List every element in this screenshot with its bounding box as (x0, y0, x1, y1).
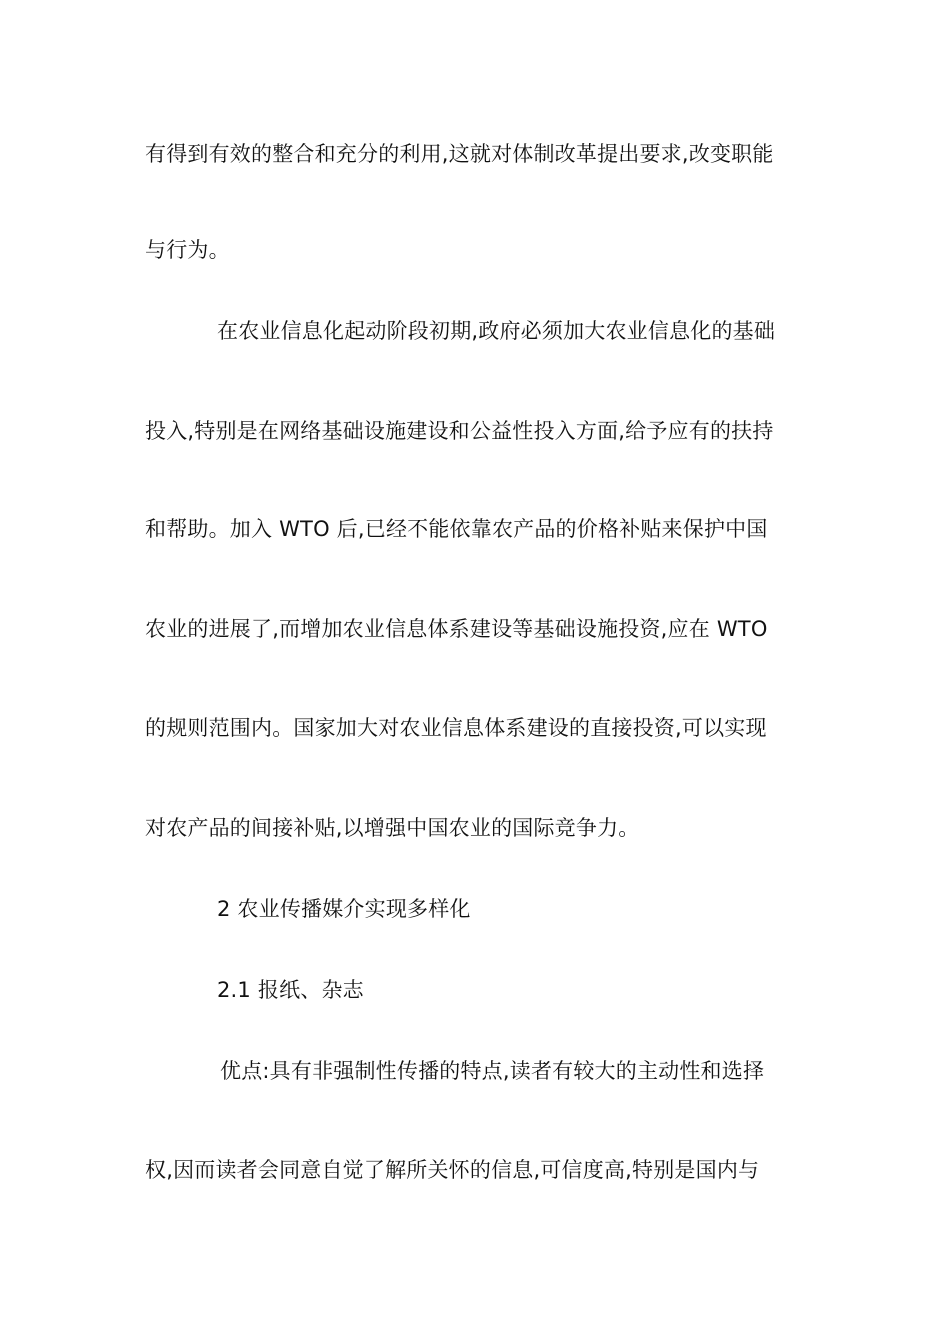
paragraph-line-7: 的规则范围内。国家加大对农业信息体系建设的直接投资,可以实现 (145, 716, 767, 740)
paragraph-line-3: 在农业信息化起动阶段初期,政府必须加大农业信息化的基础 (217, 319, 776, 343)
paragraph-line-1: 有得到有效的整合和充分的利用,这就对体制改革提出要求,改变职能 (145, 142, 774, 166)
paragraph-line-8: 对农产品的间接补贴,以增强中国农业的国际竞争力。 (145, 816, 640, 840)
paragraph-line-4: 投入,特别是在网络基础设施建设和公益性投入方面,给予应有的扶持 (145, 419, 774, 443)
paragraph-line-6: 农业的进展了,而增加农业信息体系建设等基础设施投资,应在 WTO (145, 617, 768, 641)
paragraph-line-9: 优点:具有非强制性传播的特点,读者有较大的主动性和选择 (220, 1059, 765, 1083)
section-heading: 2 农业传播媒介实现多样化 (217, 897, 471, 921)
paragraph-line-10: 权,因而读者会同意自觉了解所关怀的信息,可信度高,特别是国内与 (145, 1158, 760, 1182)
subsection-heading: 2.1 报纸、杂志 (217, 978, 364, 1002)
paragraph-line-2: 与行为。 (145, 238, 230, 262)
paragraph-line-5: 和帮助。加入 WTO 后,已经不能依靠农产品的价格补贴来保护中国 (145, 517, 768, 541)
